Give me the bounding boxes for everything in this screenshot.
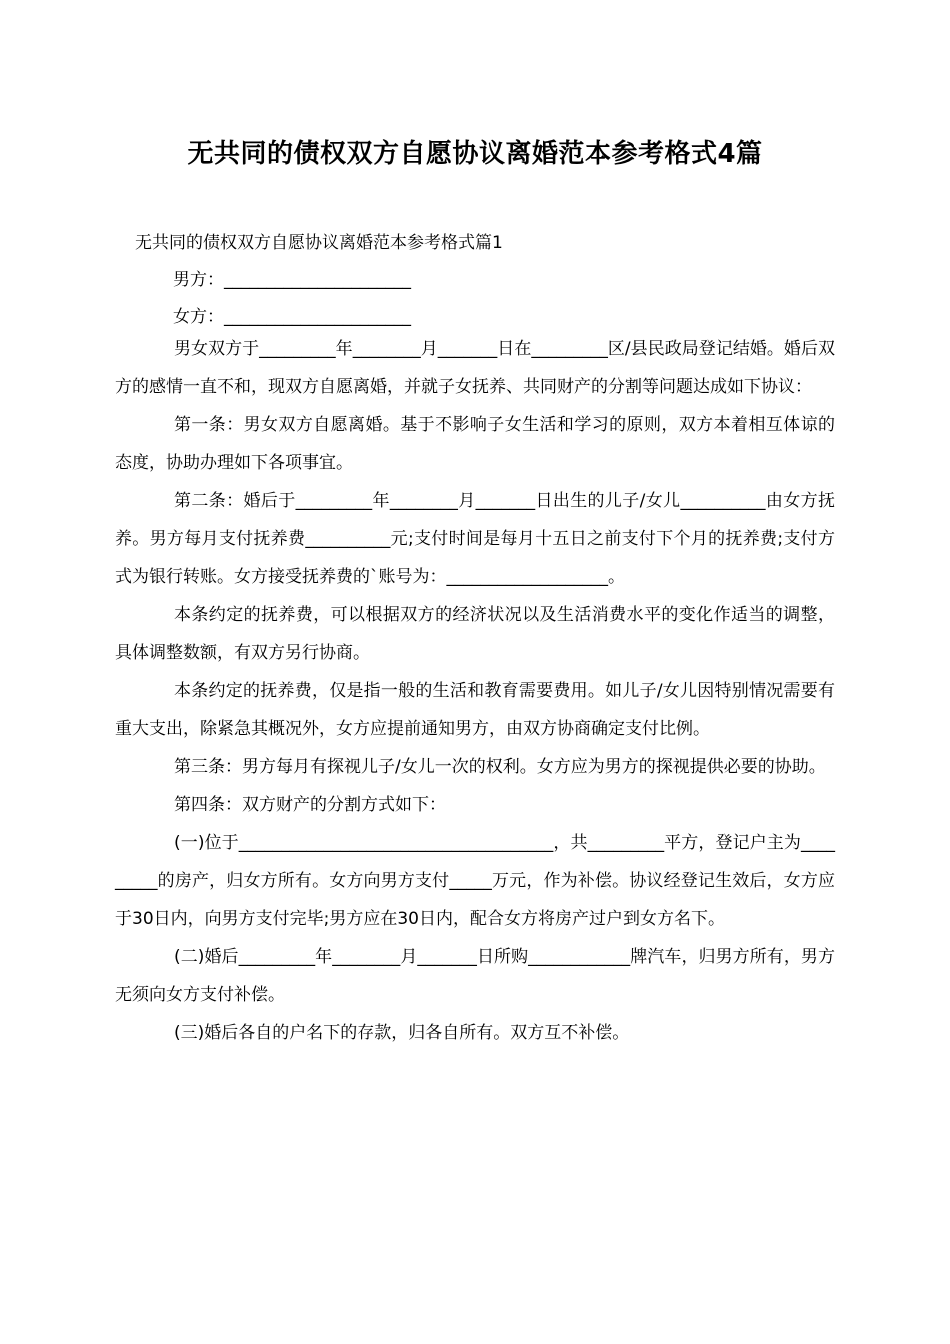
female-party-field: 女方：______________________ — [173, 307, 411, 327]
paragraph-article-2: 第二条：婚后于_________年________月_______日出生的儿子/女儿__________由女方抚养。男方每月支付抚养费__________元;支付时间是每月十五日之前支付下个月的抚养费;支付方式为银行转账。女方接受抚养费的`账号为：___________________。 — [115, 491, 835, 587]
agreement-body — [115, 330, 835, 1052]
paragraph-article-3: 第三条：男方每月有探视儿子/女儿一次的权利。女方应为男方的探视提供必要的协助。 — [174, 757, 826, 777]
paragraph-support-scope: 本条约定的抚养费，仅是指一般的生活和教育需要费用。如儿子/女儿因特别情况需要有重大支出，除紧急其概况外，女方应提前通知男方，由双方协商确定支付比例。 — [115, 681, 835, 739]
document-title: 无共同的债权双方自愿协议离婚范本参考格式4篇 — [187, 139, 763, 169]
paragraph-item-2-car: (二)婚后_________年________月_______日所购____________牌汽车，归男方所有，男方无须向女方支付补偿。 — [115, 947, 835, 1005]
paragraph-registration: 男女双方于_________年________月_______日在_________区/县民政局登记结婚。婚后双方的感情一直不和，现双方自愿离婚，并就子女抚养、共同财产的分割等问题达成如下协议： — [115, 339, 835, 397]
male-party-field: 男方：______________________ — [173, 270, 411, 290]
document-subtitle: 无共同的债权双方自愿协议离婚范本参考格式篇1 — [135, 233, 503, 253]
paragraph-article-4: 第四条：双方财产的分割方式如下： — [174, 795, 446, 815]
paragraph-item-1-house: (一)位于_____________________________________，共_________平方，登记户主为_________的房产，归女方所有。女方向男方支付_____万元，作为补偿。协议经登记生效后，女方应于30日内，向男方支付完毕;男方应在30日内，配合女方将房产过户到女方名下。 — [115, 833, 835, 929]
paragraph-article-1: 第一条：男女双方自愿离婚。基于不影响子女生活和学习的原则，双方本着相互体谅的态度，协助办理如下各项事宜。 — [115, 415, 835, 473]
paragraph-item-3-savings: (三)婚后各自的户名下的存款，归各自所有。双方互不补偿。 — [174, 1023, 630, 1043]
paragraph-support-adjustment: 本条约定的抚养费，可以根据双方的经济状况以及生活消费水平的变化作适当的调整，具体调整数额，有双方另行协商。 — [115, 605, 835, 663]
